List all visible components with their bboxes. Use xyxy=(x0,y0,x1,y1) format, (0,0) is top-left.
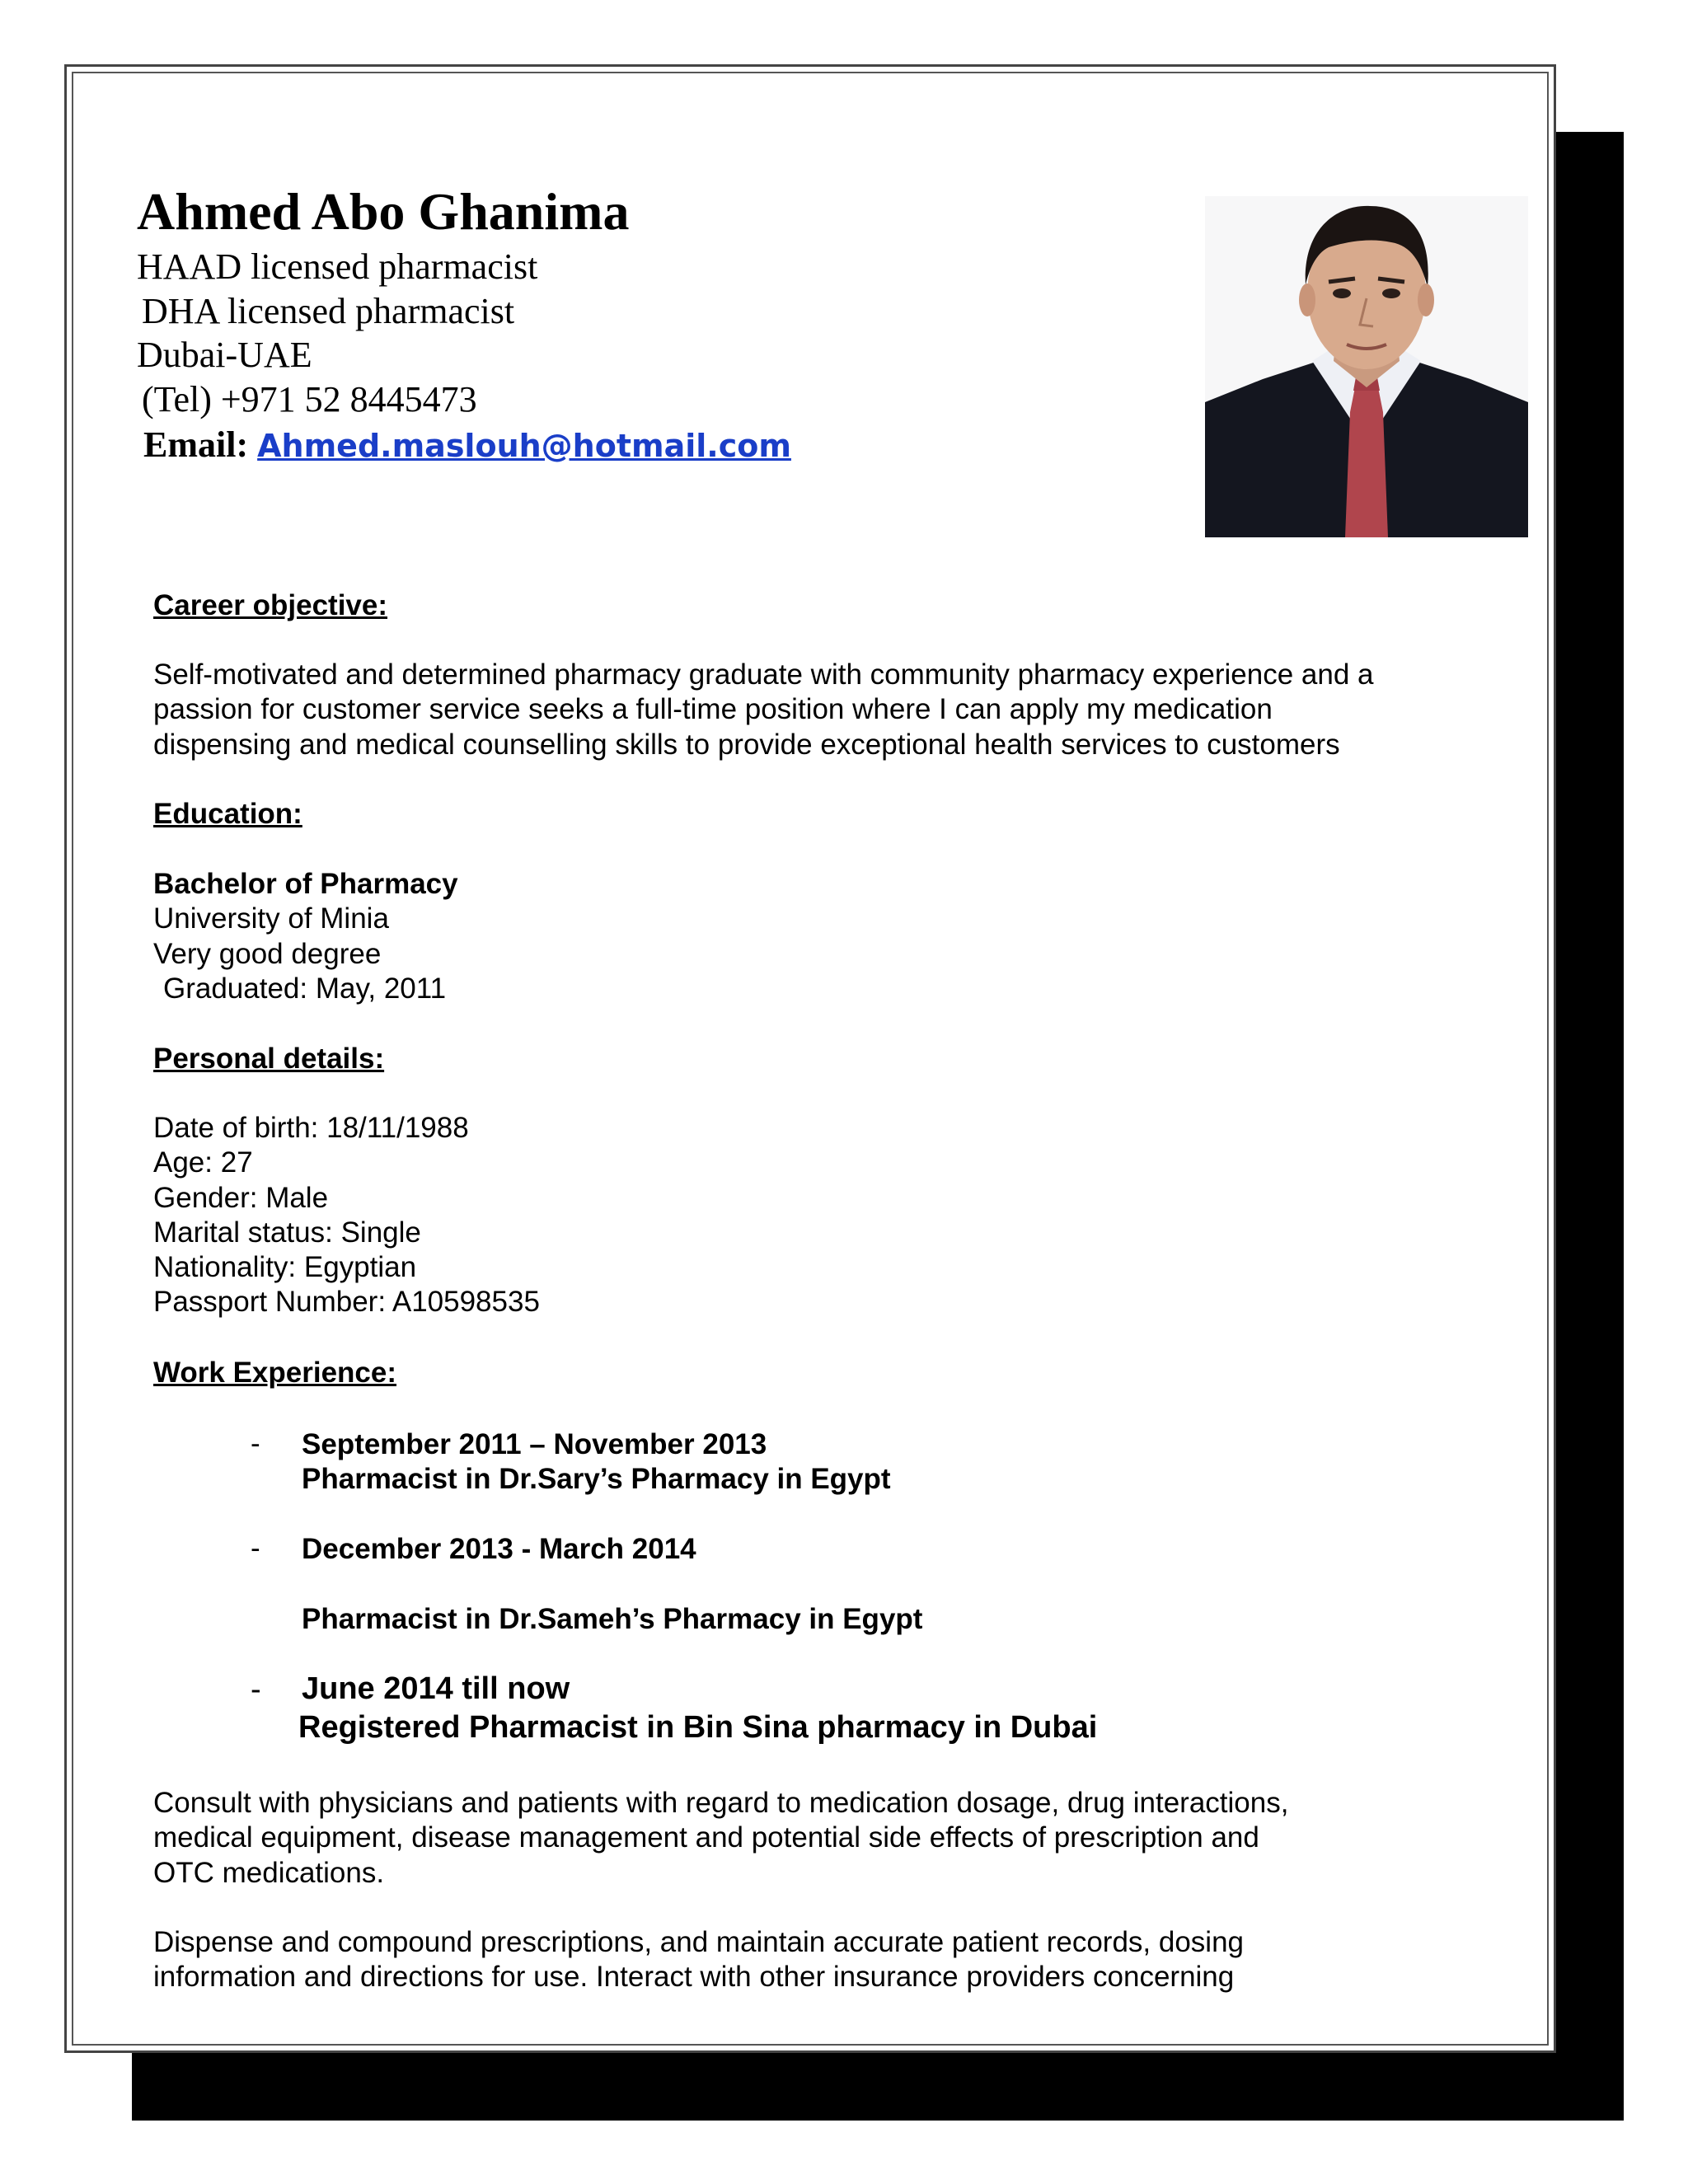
career-line: dispensing and medical counselling skills to provide exceptional health services to customers xyxy=(153,728,1340,761)
work-section xyxy=(153,1356,1472,1390)
job-2-period: December 2013 - March 2014 xyxy=(302,1533,696,1565)
career-heading: Career objective: xyxy=(153,589,388,621)
job-1-title: Pharmacist in Dr.Sary’s Pharmacy in Egypt xyxy=(302,1463,891,1495)
license-haad: HAAD licensed pharmacist xyxy=(137,246,538,287)
gender: Gender: Male xyxy=(153,1181,329,1214)
career-line: Self-motivated and determined pharmacy graduate with community pharmacy experience and a xyxy=(153,658,1374,691)
candidate-name: Ahmed Abo Ghanima xyxy=(137,182,630,241)
duties-line: Consult with physicians and patients with regard to medication dosage, drug interactions, xyxy=(153,1787,1289,1819)
duties-paragraph-1 xyxy=(153,1786,1472,1891)
education-heading: Education: xyxy=(153,798,302,830)
personal-details xyxy=(153,1111,1472,1320)
license-dha: DHA licensed pharmacist xyxy=(142,291,515,331)
career-text xyxy=(153,658,1472,762)
bullet-dash: - xyxy=(251,1427,260,1460)
duties-paragraph-2 xyxy=(153,1925,1472,1995)
job-1-period: September 2011 – November 2013 xyxy=(302,1428,767,1460)
job-3-title: Registered Pharmacist in Bin Sina pharmacy in Dubai xyxy=(298,1710,1098,1745)
personal-section xyxy=(153,1042,1472,1076)
work-heading: Work Experience: xyxy=(153,1357,397,1389)
portrait-photo xyxy=(1205,196,1528,537)
duties-line: medical equipment, disease management and potential side effects of prescription and xyxy=(153,1821,1259,1854)
degree: Bachelor of Pharmacy xyxy=(153,868,458,900)
education-details xyxy=(153,867,1472,1006)
career-section xyxy=(153,588,1472,623)
email-label: Email: xyxy=(143,424,249,465)
personal-heading: Personal details: xyxy=(153,1043,385,1075)
email-line xyxy=(143,423,791,468)
telephone: (Tel) +971 52 8445473 xyxy=(142,379,477,419)
university: University of Minia xyxy=(153,902,389,935)
job-2-title: Pharmacist in Dr.Sameh’s Pharmacy in Egypt xyxy=(302,1603,923,1635)
grade: Very good degree xyxy=(153,937,382,970)
date-of-birth: Date of birth: 18/11/1988 xyxy=(153,1112,469,1144)
email-link[interactable]: Ahmed.maslouh@hotmail.com xyxy=(257,428,791,464)
job-3-period: June 2014 till now xyxy=(302,1671,570,1706)
marital-status: Marital status: Single xyxy=(153,1216,421,1249)
education-section xyxy=(153,797,1472,832)
location: Dubai-UAE xyxy=(137,335,312,375)
career-line: passion for customer service seeks a full-time position where I can apply my medication xyxy=(153,693,1273,726)
duties-line: OTC medications. xyxy=(153,1856,385,1889)
bullet-dash: - xyxy=(251,1532,260,1564)
duties-line: Dispense and compound prescriptions, and maintain accurate patient records, dosing xyxy=(153,1926,1244,1958)
nationality: Nationality: Egyptian xyxy=(153,1251,417,1284)
age: Age: 27 xyxy=(153,1146,253,1179)
bullet-dash: - xyxy=(251,1672,261,1707)
graduation-date: Graduated: May, 2011 xyxy=(163,972,447,1005)
portrait-icon xyxy=(1205,196,1528,537)
passport-number: Passport Number: A10598535 xyxy=(153,1286,540,1319)
duties-line: information and directions for use. Interact with other insurance providers concerning xyxy=(153,1961,1235,1994)
